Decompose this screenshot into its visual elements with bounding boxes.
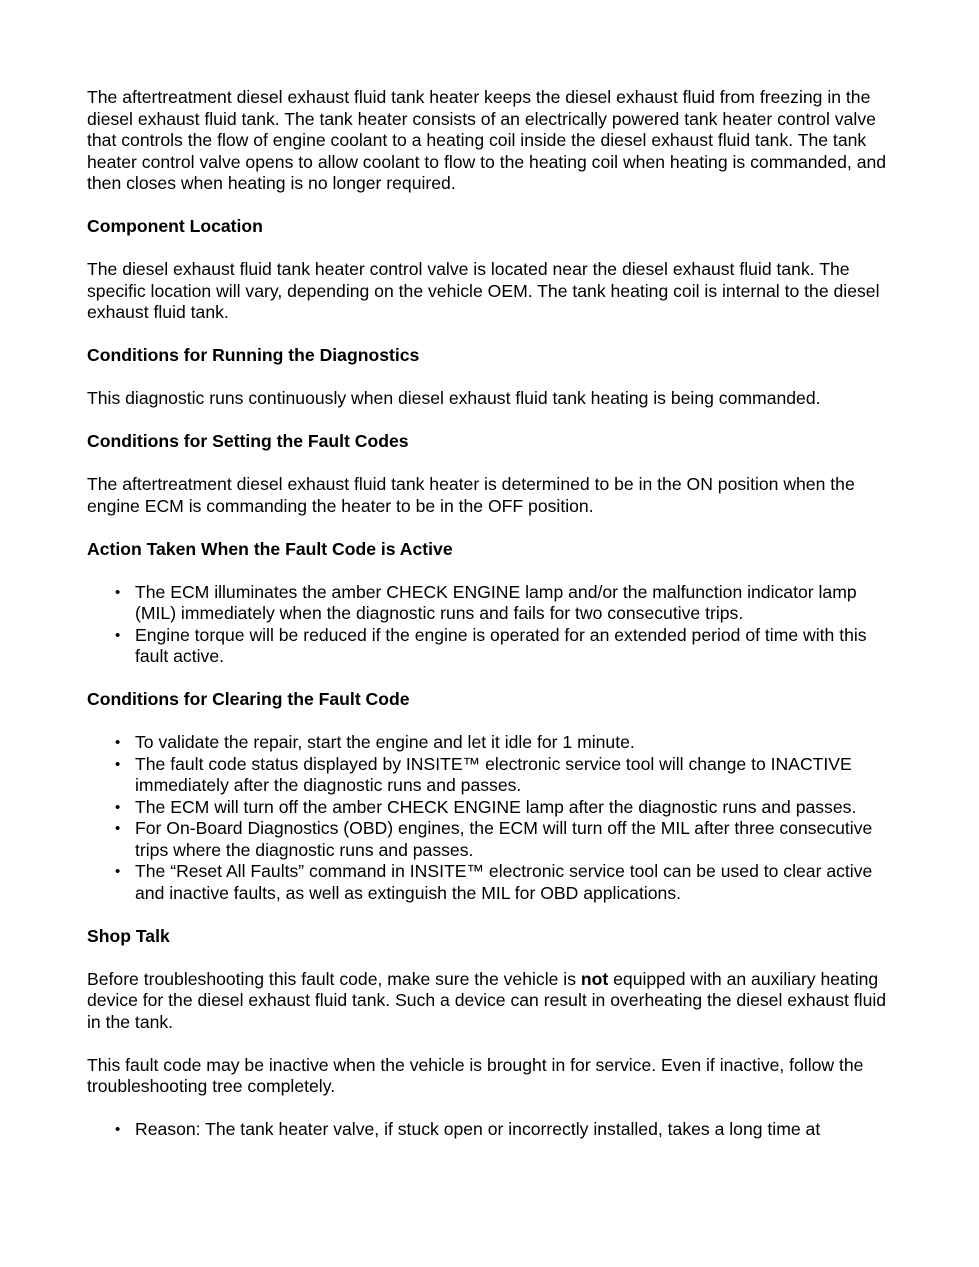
shop-talk-heading: Shop Talk xyxy=(87,925,170,946)
running-diagnostics-heading: Conditions for Running the Diagnostics xyxy=(87,345,420,365)
action-taken-list xyxy=(87,582,899,668)
list-item: • The ECM illuminates the amber CHECK ENGINE lamp and/or the malfunction indicator lamp (MIL) immediately when the diagnostic runs and fails for two consecutive trips. xyxy=(135,582,899,625)
shop-talk-text-after: equipped with an auxiliary heating device for the diesel exhaust fluid tank. Such a device can result in overheating the diesel exhaust fluid in the tank. xyxy=(87,968,887,1032)
list-item: • The fault code status displayed by INSITE™ electronic service tool will change to INACTIVE immediately after the diagnostic runs and passes. xyxy=(135,754,899,797)
clearing-code-list xyxy=(87,732,899,904)
list-item: • To validate the repair, start the engine and let it idle for 1 minute. xyxy=(135,732,899,754)
list-item: • The “Reset All Faults” command in INSITE™ electronic service tool can be used to clear active and inactive faults, as well as extinguish the MIL for OBD applications. xyxy=(135,861,899,904)
setting-codes-heading: Conditions for Setting the Fault Codes xyxy=(87,431,409,451)
shop-talk-emphasis: not xyxy=(580,968,609,989)
component-location-paragraph: The diesel exhaust fluid tank heater control valve is located near the diesel exhaust fluid tank. The specific location will vary, depending on the vehicle OEM. The tank heating coil is internal to the diesel exhaust fluid tank. xyxy=(87,259,880,322)
shop-talk-list xyxy=(87,1119,899,1141)
list-item: • Engine torque will be reduced if the engine is operated for an extended period of time with this fault active. xyxy=(135,625,899,668)
shop-talk-text-before: Before troubleshooting this fault code, make sure the vehicle is xyxy=(87,968,581,989)
shop-talk-paragraph-2: This fault code may be inactive when the vehicle is brought in for service. Even if inactive, follow the troubleshooting tree completely. xyxy=(87,1054,864,1096)
shop-talk-paragraph-1 xyxy=(87,969,899,1034)
clearing-code-heading: Conditions for Clearing the Fault Code xyxy=(87,689,410,709)
action-taken-heading: Action Taken When the Fault Code is Active xyxy=(87,538,453,559)
intro-paragraph: The aftertreatment diesel exhaust fluid tank heater keeps the diesel exhaust fluid from freezing in the diesel exhaust fluid tank. The tank heater consists of an electrically powered tank heater control valve that controls the flow of engine coolant to a heating coil inside the diesel exhaust fluid tank. The tank heater control valve opens to allow coolant to flow to the heating coil when heating is commanded, and then closes when heating is no longer required. xyxy=(87,87,887,193)
document-page xyxy=(87,87,899,1162)
setting-codes-paragraph: The aftertreatment diesel exhaust fluid tank heater is determined to be in the ON position when the engine ECM is commanding the heater to be in the OFF position. xyxy=(87,474,855,516)
list-item: • The ECM will turn off the amber CHECK ENGINE lamp after the diagnostic runs and passes. xyxy=(135,797,899,819)
list-item: • Reason: The tank heater valve, if stuck open or incorrectly installed, takes a long time at xyxy=(135,1119,899,1141)
component-location-heading: Component Location xyxy=(87,216,263,236)
running-diagnostics-paragraph: This diagnostic runs continuously when diesel exhaust fluid tank heating is being commanded. xyxy=(87,388,821,408)
list-item: • For On-Board Diagnostics (OBD) engines, the ECM will turn off the MIL after three consecutive trips where the diagnostic runs and passes. xyxy=(135,818,899,861)
